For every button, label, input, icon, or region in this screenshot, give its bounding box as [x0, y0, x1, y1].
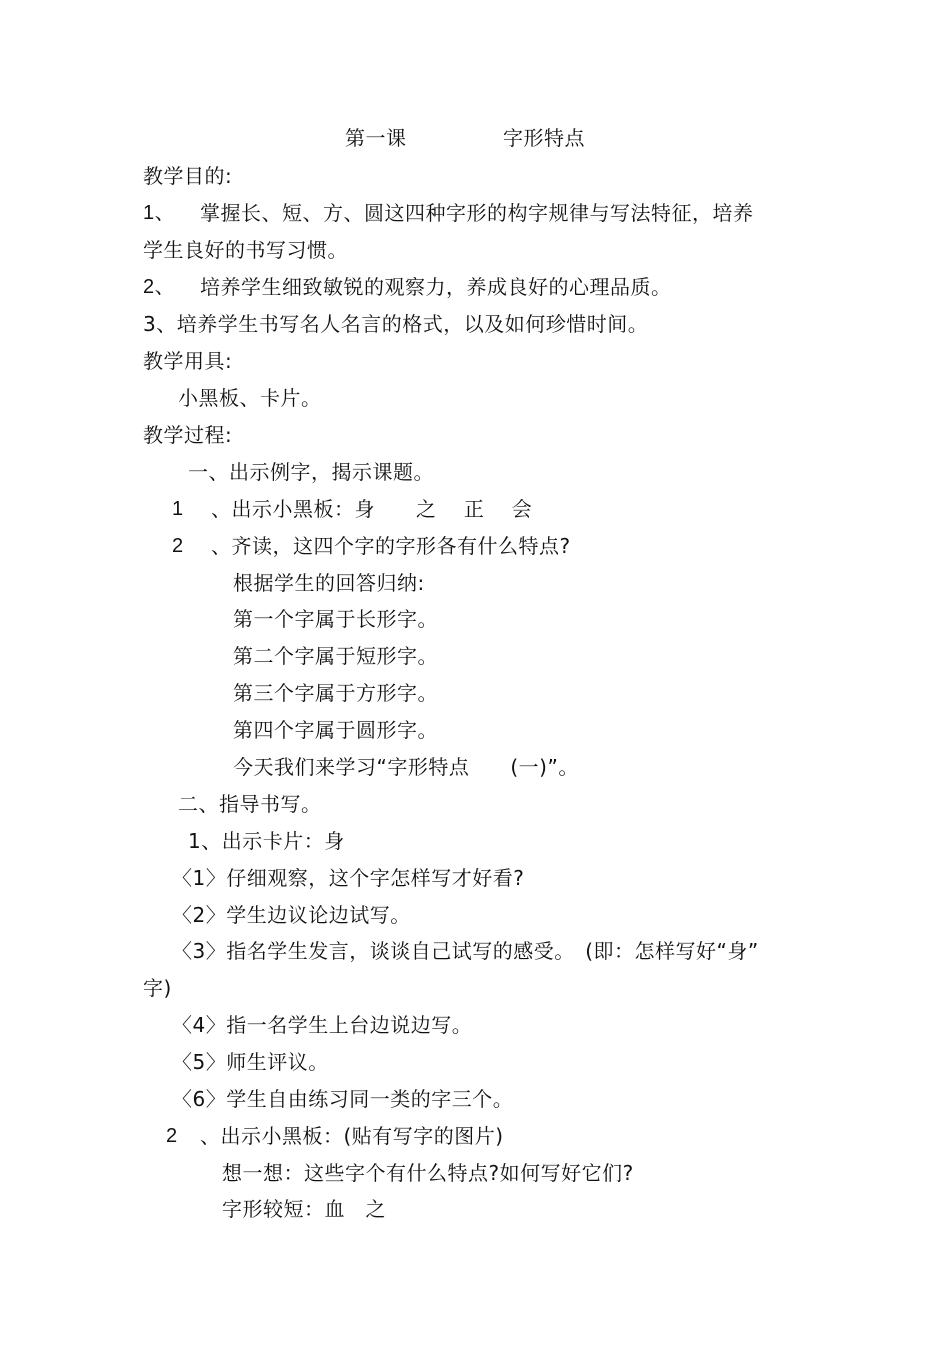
part-1-heading: 一、出示例字，揭示课题。	[188, 460, 434, 484]
lesson-topic: 字形特点	[503, 126, 585, 150]
sub-step-4: 〈4〉指一名学生上台边说边写。	[172, 1013, 473, 1037]
sub-step-2: 〈2〉学生边议论边试写。	[172, 903, 411, 927]
part-1-step-1-text: 、出示小黑板：身 之 正 会	[211, 497, 533, 521]
conclusion-4: 第四个字属于圆形字。	[233, 718, 438, 742]
sub-step-5: 〈5〉师生评议。	[172, 1050, 329, 1074]
short-shape-examples: 字形较短：血 之	[222, 1197, 386, 1221]
think-question: 想一想：这些字个有什么特点?如何写好它们?	[222, 1161, 634, 1185]
conclusion-2: 第二个字属于短形字。	[233, 644, 438, 668]
part-1-step-2-number: 2	[172, 535, 184, 557]
process-heading: 教学过程:	[143, 423, 233, 447]
conclusion-3: 第三个字属于方形字。	[233, 681, 438, 705]
sub-step-6: 〈6〉学生自由练习同一类的字三个。	[172, 1087, 514, 1111]
summary-line: 根据学生的回答归纳:	[233, 571, 425, 595]
part-2-step-2-text: 、出示小黑板：(贴有写字的图片)	[200, 1124, 504, 1148]
goal-1-continuation: 学生良好的书写习惯。	[143, 238, 348, 262]
part-2-heading: 二、指导书写。	[178, 792, 322, 816]
today-topic-line: 今天我们来学习“字形特点 (一)”。	[233, 755, 579, 779]
part-1-step-1-number: 1	[172, 498, 184, 520]
goal-2-number: 2、	[143, 276, 176, 298]
part-2-step-1: 1、出示卡片：身	[188, 829, 345, 853]
sub-step-3: 〈3〉指名学生发言，谈谈自己试写的感受。 (即：怎样写好“身”	[172, 939, 759, 963]
part-2-step-2-number: 2	[166, 1125, 178, 1147]
sub-step-1: 〈1〉仔细观察，这个字怎样写才好看?	[172, 866, 525, 890]
goal-1-number: 1、	[143, 202, 176, 224]
goals-heading: 教学目的:	[143, 164, 233, 188]
conclusion-1: 第一个字属于长形字。	[233, 607, 438, 631]
sub-step-3-continuation: 字)	[143, 976, 172, 1000]
tools-heading: 教学用具:	[143, 349, 233, 373]
lesson-number: 第一课	[345, 126, 407, 150]
part-1-step-2-text: 、齐读，这四个字的字形各有什么特点?	[211, 534, 571, 558]
goal-1-text: 掌握长、短、方、圆这四种字形的构字规律与写法特征，培养	[200, 201, 754, 225]
goal-3-text: 3、培养学生书写名人名言的格式，以及如何珍惜时间。	[143, 312, 649, 336]
goal-2-text: 培养学生细致敏锐的观察力，养成良好的心理品质。	[200, 275, 672, 299]
tools-text: 小黑板、卡片。	[178, 386, 322, 410]
